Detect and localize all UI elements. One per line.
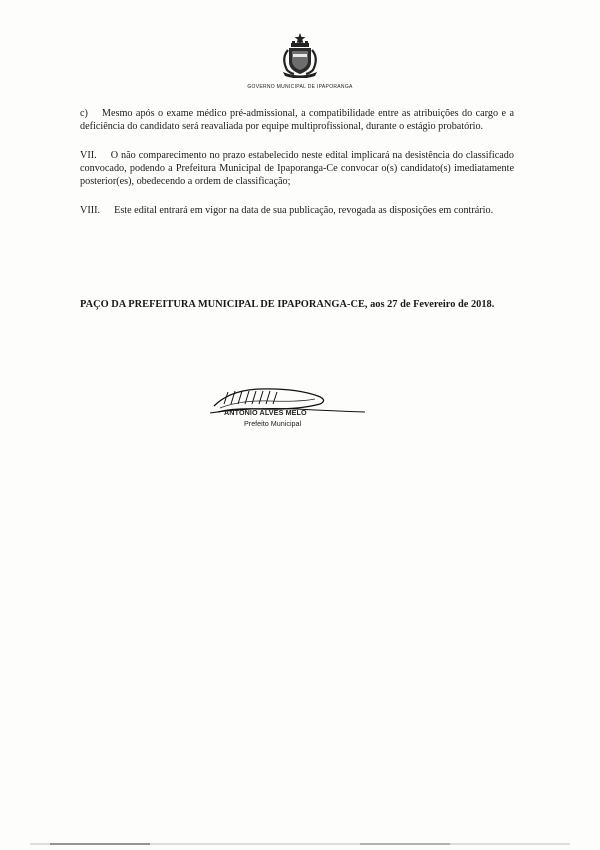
municipal-coat-of-arms-icon xyxy=(278,32,322,78)
paragraph-marker: c) xyxy=(80,108,88,119)
closing-statement: PAÇO DA PREFEITURA MUNICIPAL DE IPAPORANGA-CE, aos 27 de Fevereiro de 2018. xyxy=(80,299,495,310)
paragraph-viii xyxy=(80,204,514,217)
paragraph-text: O não comparecimento no prazo estabelecido neste edital implicará na desistência do classificado convocado, podendo a Prefeitura Municipal de Ipaporanga-Ce convocar o(s) candidato(s) imediatamente posterior(es), obedecendo a ordem de classificação; xyxy=(80,150,514,187)
signer-name: ANTONIO ALVES MELO xyxy=(224,408,307,417)
paragraph-marker: VII. xyxy=(80,150,97,161)
paragraph-text: Este edital entrará em vigor na data de sua publicação, revogada as disposições em contrário. xyxy=(114,205,494,216)
signature-block xyxy=(200,382,380,442)
paragraph-text: Mesmo após o exame médico pré-admissional, a compatibilidade entre as atribuições do cargo e a deficiência do candidato será reavaliada por equipe multiprofissional, durante o estágio probatório. xyxy=(80,108,514,132)
signer-role: Prefeito Municipal xyxy=(244,419,302,428)
paragraph-c xyxy=(80,107,514,133)
document-body xyxy=(80,107,514,233)
scan-edge-line xyxy=(30,843,570,845)
letterhead xyxy=(0,32,600,90)
letterhead-caption: GOVERNO MUNICIPAL DE IPAPORANGA xyxy=(247,84,353,90)
paragraph-marker: VIII. xyxy=(80,205,101,216)
paragraph-vii xyxy=(80,149,514,188)
